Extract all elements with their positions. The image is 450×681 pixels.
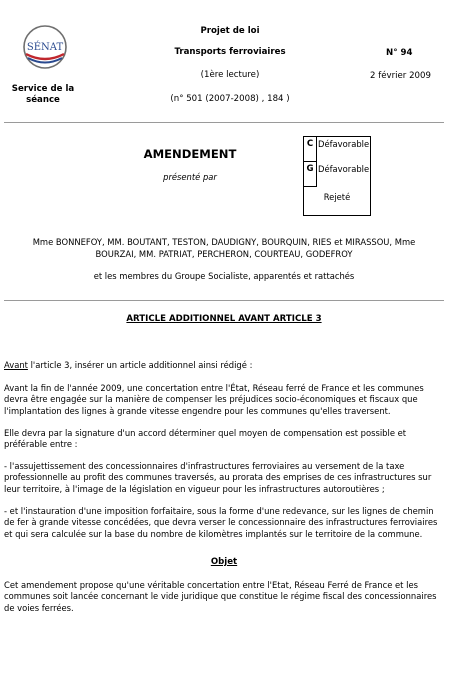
service-label: Service de la séance — [11, 84, 75, 105]
article-paragraph-4: - et l'instauration d'une imposition forfaitaire, sous la forme d'une redevance, sur les lignes de chemin de fer à grande vitesse concédées, que devra verser le concessionnaire des infrastructures ferroviaires et qui sera calculée sur la base du nombre de kilomètres implantés sur le territoire de la commune. — [4, 506, 438, 539]
opinion-letter: G — [304, 162, 317, 187]
intro-link: Avant — [4, 360, 28, 370]
opinion-label: Défavorable — [318, 164, 370, 174]
opinion-letter: C — [304, 137, 317, 162]
amendment-number: N° 94 — [386, 48, 413, 58]
authors-group: et les membres du Groupe Socialiste, apparentés et rattachés — [93, 271, 355, 281]
law-title: Transports ferroviaires — [174, 47, 286, 57]
article-paragraph-2: Elle devra par la signature d'un accord déterminer quel moyen de compensation est possible et préférable entre : — [4, 428, 407, 450]
lecture-label: (1ère lecture) — [200, 70, 260, 80]
article-paragraph-3: - l'assujettissement des concessionnaires d'infrastructures ferroviaires au versement de la taxe professionnelle au profit des communes traversés, au prorata des emprises de ces infrastructures sur leur territoire, à l'image de la législation en vigueur pour les infrastructures autoroutières ; — [4, 461, 432, 494]
amendment-date: 2 février 2009 — [370, 71, 431, 81]
opinion-label: Défavorable — [318, 139, 370, 149]
amendement-heading: AMENDEMENT — [143, 147, 237, 161]
presented-by: présenté par — [163, 172, 217, 182]
article-intro — [4, 360, 444, 371]
result-label: Rejeté — [323, 192, 351, 202]
projet-label: Projet de loi — [200, 26, 260, 36]
article-paragraph-1: Avant la fin de l'année 2009, une concertation entre l'État, Réseau ferré de France et les communes devra être engagée sur la manière de compenser les préjudices socio-économiques et fiscaux que l'implantation des lignes à grande vitesse engendre pour les communes qu'elles traversent. — [4, 383, 424, 416]
intro-text: l'article 3, insérer un article additionnel ainsi rédigé : — [27, 360, 253, 370]
opinion-box — [303, 136, 371, 216]
doc-numbers: (n° 501 (2007-2008) , 184 ) — [170, 94, 290, 104]
objet-title: Objet — [210, 557, 238, 567]
senat-logo — [22, 24, 68, 70]
header-divider — [4, 122, 444, 123]
authors-divider — [4, 300, 444, 301]
logo-text: SÉNAT — [26, 42, 64, 53]
authors-line-2: BOURZAI, MM. PATRIAT, PERCHERON, COURTEAU, GODEFROY — [95, 249, 353, 259]
authors-line-1: Mme BONNEFOY, MM. BOUTANT, TESTON, DAUDIGNY, BOURQUIN, RIES et MIRASSOU, Mme — [32, 237, 416, 247]
opinion-government — [304, 162, 370, 186]
article-title: ARTICLE ADDITIONNEL AVANT ARTICLE 3 — [126, 314, 322, 324]
objet-text: Cet amendement propose qu'une véritable concertation entre l'Etat, Réseau Ferré de France et les communes soit lancée concernant le vide juridique que constitue le régime fiscal des concessionnaires de voies ferrées. — [4, 580, 437, 613]
opinion-commission — [304, 137, 370, 161]
